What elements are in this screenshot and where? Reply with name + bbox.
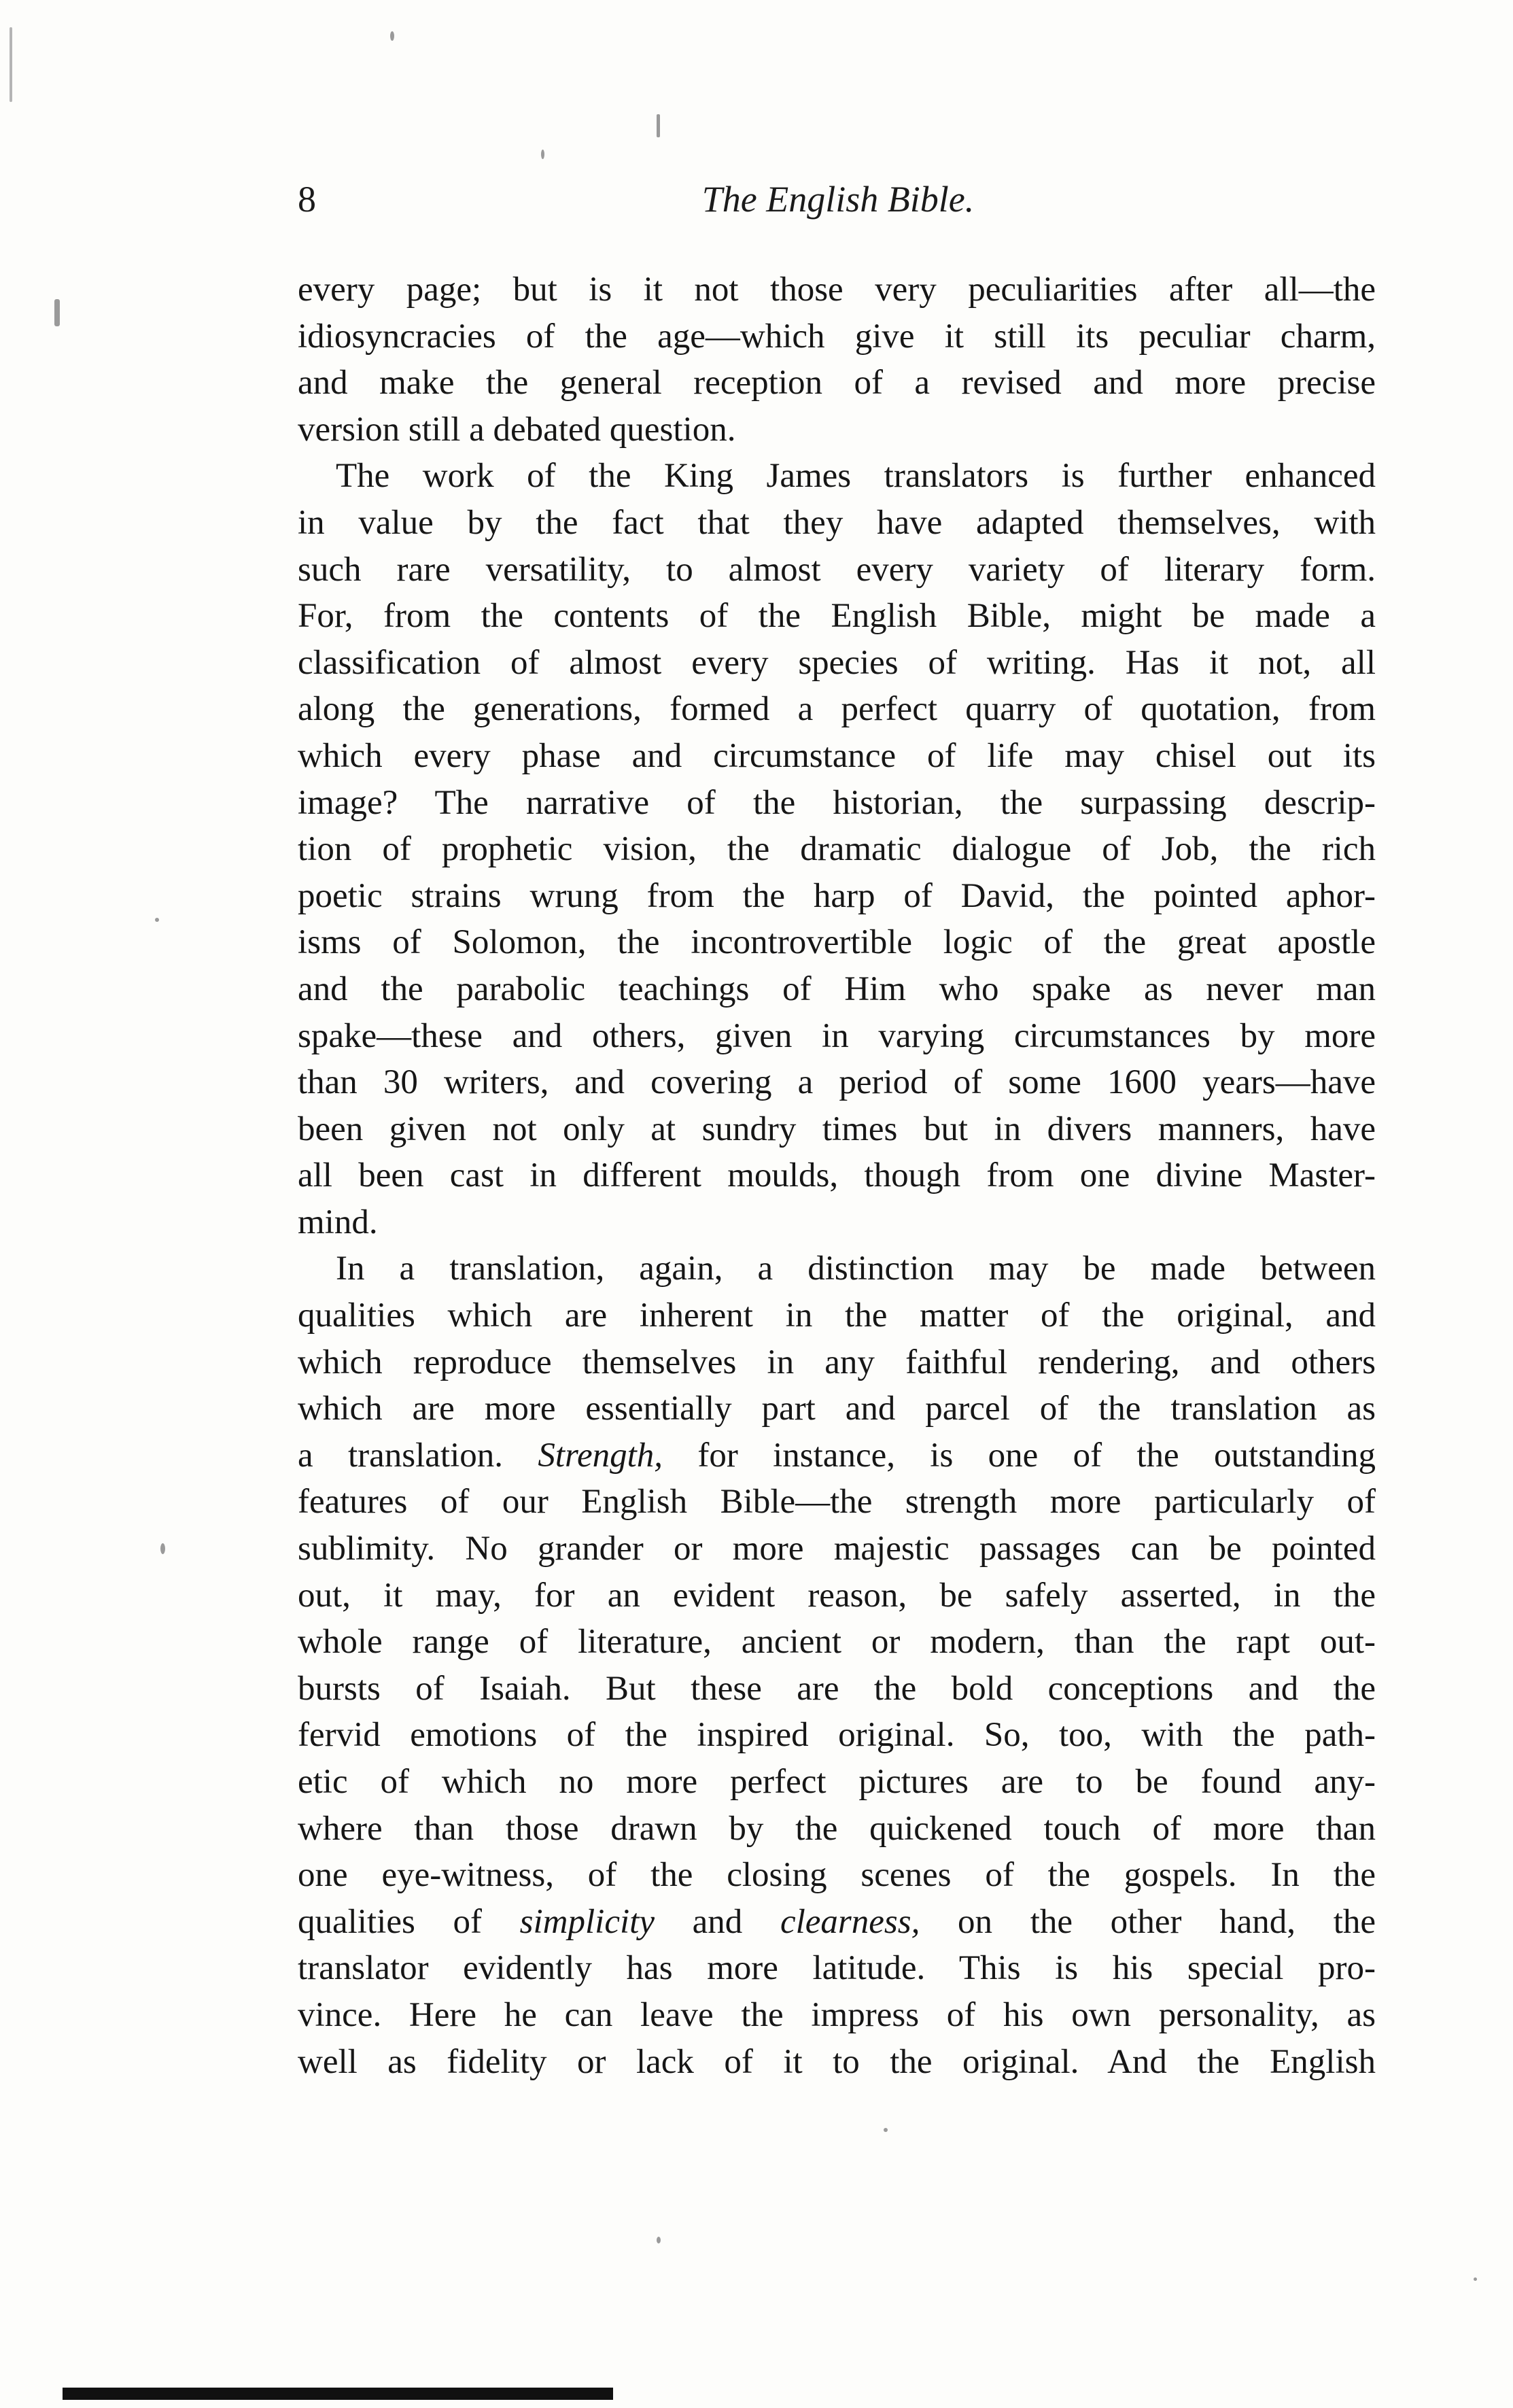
- running-title: The English Bible.: [701, 179, 975, 220]
- page-header: [298, 178, 1378, 233]
- text-fragment: and: [654, 1902, 780, 1941]
- text-fragment: for instance, is one of the outstanding: [663, 1436, 1376, 1475]
- text-fragment: on the other hand, the: [920, 1902, 1376, 1941]
- text-line: [298, 1899, 1376, 1946]
- italic-word: simplicity: [519, 1902, 655, 1941]
- text-line: fervid emotions of the inspired original. So, too, with the path-: [298, 1716, 1376, 1755]
- text-line: bursts of Isaiah. But these are the bold conceptions and the: [298, 1669, 1376, 1708]
- text-line: idiosyncracies of the age—which give it still its peculiar charm,: [298, 317, 1376, 356]
- text-line: along the generations, formed a perfect quarry of quotation, from: [298, 690, 1376, 729]
- text-line: than 30 writers, and covering a period of some 1600 years—have: [298, 1063, 1376, 1102]
- text-line: every page; but is it not those very peculiarities after all—the: [298, 271, 1376, 309]
- text-line: which reproduce themselves in any faithful rendering, and others: [298, 1343, 1376, 1381]
- text-line: The work of the King James translators is further enhanced: [336, 457, 1376, 496]
- text-line: In a translation, again, a distinction may be made between: [336, 1250, 1376, 1288]
- text-line: well as fidelity or lack of it to the original. And the English: [298, 2042, 1376, 2081]
- scan-speck: [884, 2128, 888, 2132]
- text-line: whole range of literature, ancient or modern, than the rapt out-: [298, 1623, 1376, 1662]
- scan-speck: [1474, 2277, 1477, 2281]
- paragraph-1: [298, 266, 1376, 453]
- text-line: such rare versatility, to almost every variety of literary form.: [298, 550, 1376, 589]
- text-line: vince. Here he can leave the impress of his own personality, as: [298, 1995, 1376, 2034]
- text-line: which every phase and circumstance of life may chisel out its: [298, 736, 1376, 775]
- paragraph-2: [298, 453, 1376, 1245]
- text-line: and make the general reception of a revised and more precise: [298, 364, 1376, 402]
- text-line: one eye-witness, of the closing scenes of the gospels. In the: [298, 1856, 1376, 1895]
- paragraph-3: [298, 1245, 1376, 2085]
- text-line: version still a debated question.: [298, 410, 736, 449]
- italic-word: Strength,: [538, 1436, 663, 1475]
- scan-speck: [657, 114, 660, 137]
- text-line: spake—these and others, given in varying circumstances by more: [298, 1016, 1376, 1055]
- text-line: out, it may, for an evident reason, be safely asserted, in the: [298, 1576, 1376, 1615]
- scan-speck: [155, 918, 159, 922]
- page-number: 8: [298, 179, 316, 220]
- text-line: image? The narrative of the historian, the surpassing descrip-: [298, 783, 1376, 822]
- scan-speck: [10, 27, 12, 102]
- text-line: mind.: [298, 1203, 378, 1241]
- text-line: in value by the fact that they have adapted themselves, with: [298, 503, 1376, 542]
- text-line: poetic strains wrung from the harp of David, the pointed aphor-: [298, 876, 1376, 915]
- text-line: etic of which no more perfect pictures are to be found any-: [298, 1763, 1376, 1801]
- text-line: where than those drawn by the quickened touch of more than: [298, 1809, 1376, 1848]
- scan-speck: [54, 299, 60, 326]
- text-fragment: qualities of: [298, 1902, 482, 1941]
- scan-edge-bar: [63, 2388, 613, 2400]
- text-line: translator evidently has more latitude. This is his special pro-: [298, 1949, 1376, 1988]
- text-line: isms of Solomon, the incontrovertible logic of the great apostle: [298, 923, 1376, 962]
- scan-speck: [657, 2237, 661, 2243]
- text-line: features of our English Bible—the strength more particularly of: [298, 1483, 1376, 1521]
- text-fragment: a translation.: [298, 1436, 503, 1475]
- scan-speck: [541, 150, 544, 159]
- text-line: and the parabolic teachings of Him who spake as never man: [298, 969, 1376, 1008]
- scan-speck: [160, 1543, 165, 1554]
- text-line: been given not only at sundry times but in divers manners, have: [298, 1110, 1376, 1148]
- text-line: sublimity. No grander or more majestic passages can be pointed: [298, 1530, 1376, 1568]
- text-line: qualities which are inherent in the matter of the original, and: [298, 1296, 1376, 1335]
- scan-speck: [390, 31, 394, 41]
- body-text: [298, 266, 1376, 2085]
- text-line: [298, 1432, 1376, 1479]
- text-line: all been cast in different moulds, though from one divine Master-: [298, 1156, 1376, 1195]
- text-line: For, from the contents of the English Bible, might be made a: [298, 597, 1376, 636]
- italic-word: clearness,: [780, 1902, 920, 1941]
- text-line: classification of almost every species of writing. Has it not, all: [298, 643, 1376, 682]
- text-line: tion of prophetic vision, the dramatic dialogue of Job, the rich: [298, 830, 1376, 869]
- text-line: which are more essentially part and parcel of the translation as: [298, 1390, 1376, 1428]
